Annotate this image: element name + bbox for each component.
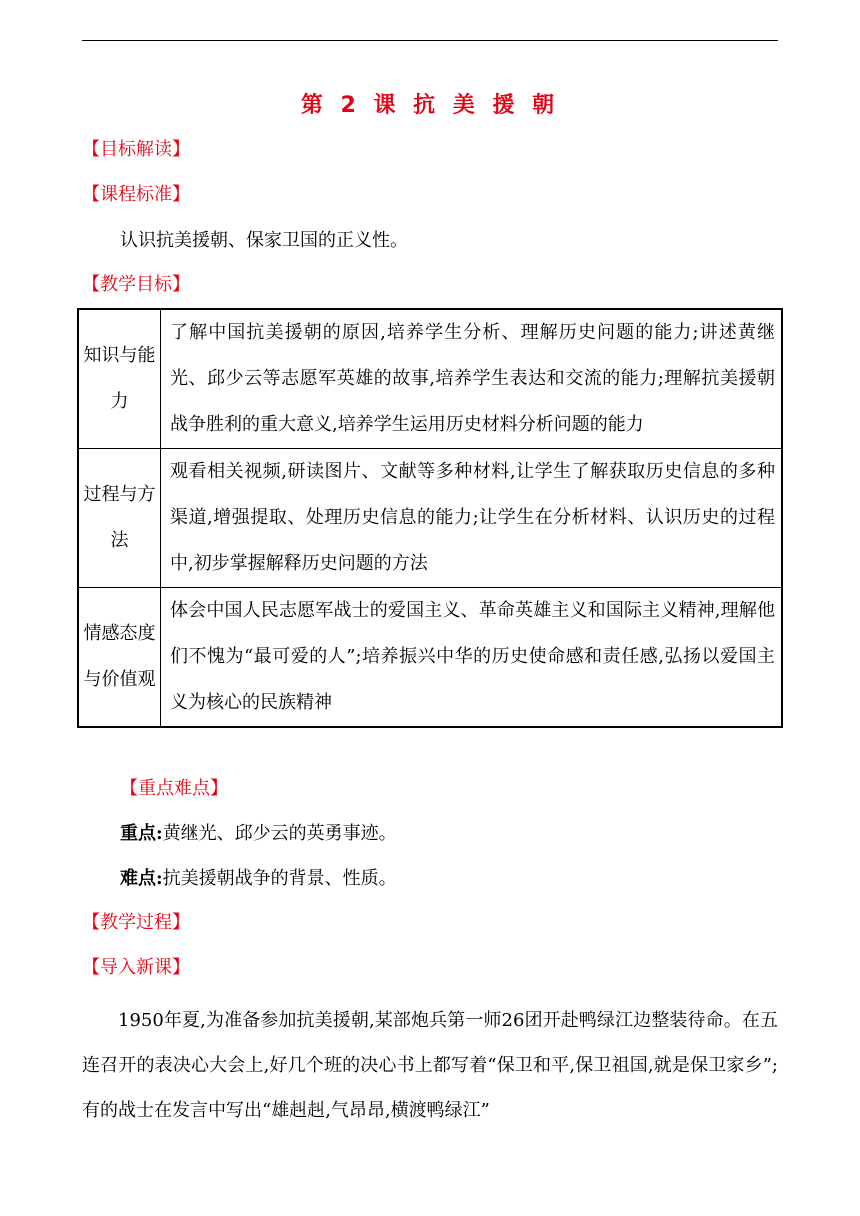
row-label: 过程与方法: [78, 449, 161, 588]
table-row: [78, 449, 782, 588]
difficult-point-text: 抗美援朝战争的背景、性质。: [162, 868, 397, 889]
row-content: 体会中国人民志愿军战士的爱国主义、革命英雄主义和国际主义精神,理解他们不愧为“最可爱的人”;培养振兴中华的历史使命感和责任感,弘扬以爱国主义为核心的民族精神: [161, 588, 783, 728]
row-content: 了解中国抗美援朝的原因,培养学生分析、理解历史问题的能力;讲述黄继光、邱少云等志愿军英雄的故事,培养学生表达和交流的能力;理解抗美援朝战争胜利的重大意义,培养学生运用历史材料分析问题的能力: [161, 309, 783, 449]
difficult-point: [120, 866, 397, 892]
heading-teaching-goals: 【教学目标】: [82, 274, 190, 295]
row-label: 情感态度与价值观: [78, 588, 161, 728]
heading-goal-reading: 【目标解读】: [82, 139, 190, 160]
page-title: 第 2 课 抗 美 援 朝: [300, 93, 560, 118]
key-point-label: 重点:: [120, 823, 163, 844]
row-content: 观看相关视频,研读图片、文献等多种材料,让学生了解获取历史信息的多种渠道,增强提取、处理历史信息的能力;让学生在分析材料、认识历史的过程中,初步掌握解释历史问题的方法: [161, 449, 783, 588]
row-label: 知识与能力: [78, 309, 161, 449]
table-row: [78, 588, 782, 728]
key-point-text: 黄继光、邱少云的英勇事迹。: [162, 823, 397, 844]
heading-key-difficult: 【重点难点】: [120, 778, 228, 799]
heading-curriculum-standard: 【课程标准】: [82, 184, 190, 205]
objectives-table: [77, 308, 783, 728]
curriculum-text: 认识抗美援朝、保家卫国的正义性。: [120, 230, 408, 251]
header-rule: [82, 40, 778, 41]
table-row: [78, 309, 782, 449]
intro-paragraph: 1950年夏,为准备参加抗美援朝,某部炮兵第一师26团开赴鸭绿江边整装待命。在五连召开的表决心大会上,好几个班的决心书上都写着“保卫和平,保卫祖国,就是保卫家乡”;有的战士在发言中写出“雄赳赳,气昂昂,横渡鸭绿江”: [82, 1010, 778, 1121]
heading-new-lesson: 【导入新课】: [82, 957, 190, 978]
heading-teaching-process: 【教学过程】: [82, 912, 190, 933]
key-point: [120, 821, 397, 847]
difficult-point-label: 难点:: [120, 868, 163, 889]
